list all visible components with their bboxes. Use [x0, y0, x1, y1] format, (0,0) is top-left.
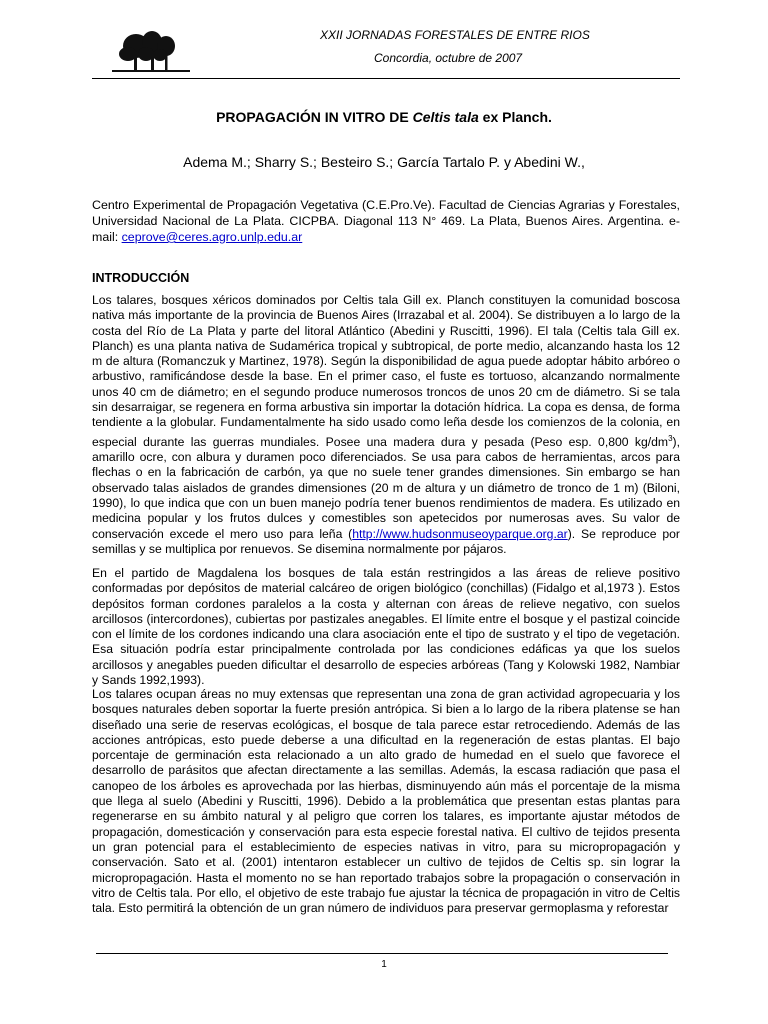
section-heading: INTRODUCCIÓN: [92, 271, 190, 285]
trees-logo-icon: [106, 24, 196, 76]
authors: Adema M.; Sharry S.; Besteiro S.; García Tartalo P. y Abedini W.,: [183, 154, 585, 170]
page-header: [92, 10, 680, 79]
website-link[interactable]: http://www.hudsonmuseoyparque.org.ar: [352, 526, 568, 541]
paragraph-1: Los talares, bosques xéricos dominados por Celtis tala Gill ex. Planch constituyen la comunidad boscosa nativa más importante de la provincia de Buenos Aires (Irrazabal et al. 2004). Se distribuyen a lo largo de la costa del Río de La Plata y parte del litoral Atlántico (Abedini y Ruscitti, 1996). El tala (Celtis tala Gill ex. Planch) es una planta nativa de Sudamérica tropical y subtropical, de porte medio, alcanzando hasta los 12 m de altura (Romanczuk y Martinez, 1978). Según la disponibilidad de agua puede adoptar hábito arbóreo o arbustivo, ramificándose desde la base. En el primer caso, el fuste es tortuoso, alcanzando normalmente unos 40 cm de diámetro; en el segundo produce numerosos troncos de unos 20 cm de diámetro. Si se tala sin desarraigar, se regenera en forma arbustiva sin importar la dotación hídrica. La copa es densa, de forma tendiente a la globular. Fundamentalmente ha sido usado como leña desde los comienzos de la colonia, en especial durante las guerras mundiales. Posee una madera dura y pesada (Peso esp. 0,800 $kg/dm^3$), amarillo ocre, con albura y duramen poco diferenciados. Se usa para cabos de herramientas, arcos para flechas o en la fabricación de carbón, ya que no suele tener grandes dimensiones. Sin embargo se han observado talas aislados de grandes dimensiones (20 m de altura y un diámetro de tronco de 1 m) (Biloni, 1990), lo que indica que con un buen manejo podría tener buenos rendimientos de madera. Es utilizado en medicina popular y los frutos dulces y comestibles son apetecidos por numerosas aves. Su valor de conservación excede el mero uso para leña (http://www.hudsonmuseoyparque.org.ar). Se reproduce por semillas y se multiplica por renuevos. Se disemina normalmente por pájaros.: [92, 293, 680, 556]
paragraph-2: En el partido de Magdalena los bosques de tala están restringidos a las áreas de relieve positivo conformadas por depósitos de material calcáreo de origen biológico (conchillas) (Fidalgo et al,1973 ). Estos depósitos forman cordones paralelos a la costa y alternan con áreas de relieve negativo, con suelos arcillosos (intercordones), cubiertas por pastizales anegables. El límite entre el bosque y el pastizal coincide con el límite de los cordones indicando una clara asociación ente el tipo de sustrato y el tipo de vegetación. Esa situación podría estar principalmente controlada por las condiciones edáficas ya que los suelos arcillosos y anegables pueden dificultar el desarrollo de especies arbóreas (Tang y Kolowski 1982, Nambiar y Sands 1992,1993).: [92, 566, 680, 688]
page-number: 1: [381, 959, 387, 970]
paragraph-3: Los talares ocupan áreas no muy extensas que representan una zona de gran actividad agropecuaria y los bosques naturales deben soportar la fuerte presión antrópica. Si bien a lo largo de la ribera platense se han diseñado una serie de reservas ecológicas, el bosque de tala parece estar retrocediendo. Además de las acciones antrópicas, esto puede deberse a una dificultad en la regeneración de estas plantas. El bajo porcentaje de germinación esta relacionado a un alto grado de humedad en el suelo que favorece el desarrollo de parásitos que afectan directamente a las semillas. Además, la escasa radiación que pasa el canopeo de los árboles es aprovechada por las hierbas, disminuyendo aún más el porcentaje de la misma que llega al suelo (Abedini y Ruscitti, 1996). Debido a la problemática que presentan estas plantas para regenerarse en su ámbito natural y al peligro que corren los talares, es importante ajustar métodos de propagación, domesticación y conservación para esta especie forestal nativa. El cultivo de tejidos presenta un gran potencial para el establecimiento de especies nativas in vitro, para su micropropagación y conservación. Sato et al. (2001) intentaron establecer un cultivo de tejidos de Celtis sp. sin lograr la micropropagación. Hasta el momento no se han reportado trabajos sobre la propagación o conservación in vitro de Celtis tala. Por ello, el objetivo de este trabajo fue ajustar la técnica de propagación in vitro de Celtis tala. Esto permitirá la obtención de un gran número de individuos para preservar germoplasma y reforestar: [92, 687, 680, 916]
paper-title: PROPAGACIÓN IN VITRO DE Celtis tala ex Planch.: [216, 109, 552, 125]
conference-date: Concordia, octubre de 2007: [374, 51, 523, 65]
species-name: Celtis tala: [412, 109, 479, 125]
email-link[interactable]: ceprove@ceres.agro.unlp.edu.ar: [121, 230, 303, 244]
footer-divider: [96, 953, 668, 954]
conference-title: XXII JORNADAS FORESTALES DE ENTRE RIOS: [320, 28, 590, 42]
affiliation: Centro Experimental de Propagación Vegetativa (C.E.Pro.Ve). Facultad de Ciencias Agrarias y Forestales, Universidad Nacional de La Plata. CICPBA. Diagonal 113 N° 469. La Plata, Buenos Aires. Argentina. e-mail: ceprove@ceres.agro.unlp.edu.ar: [92, 198, 680, 244]
